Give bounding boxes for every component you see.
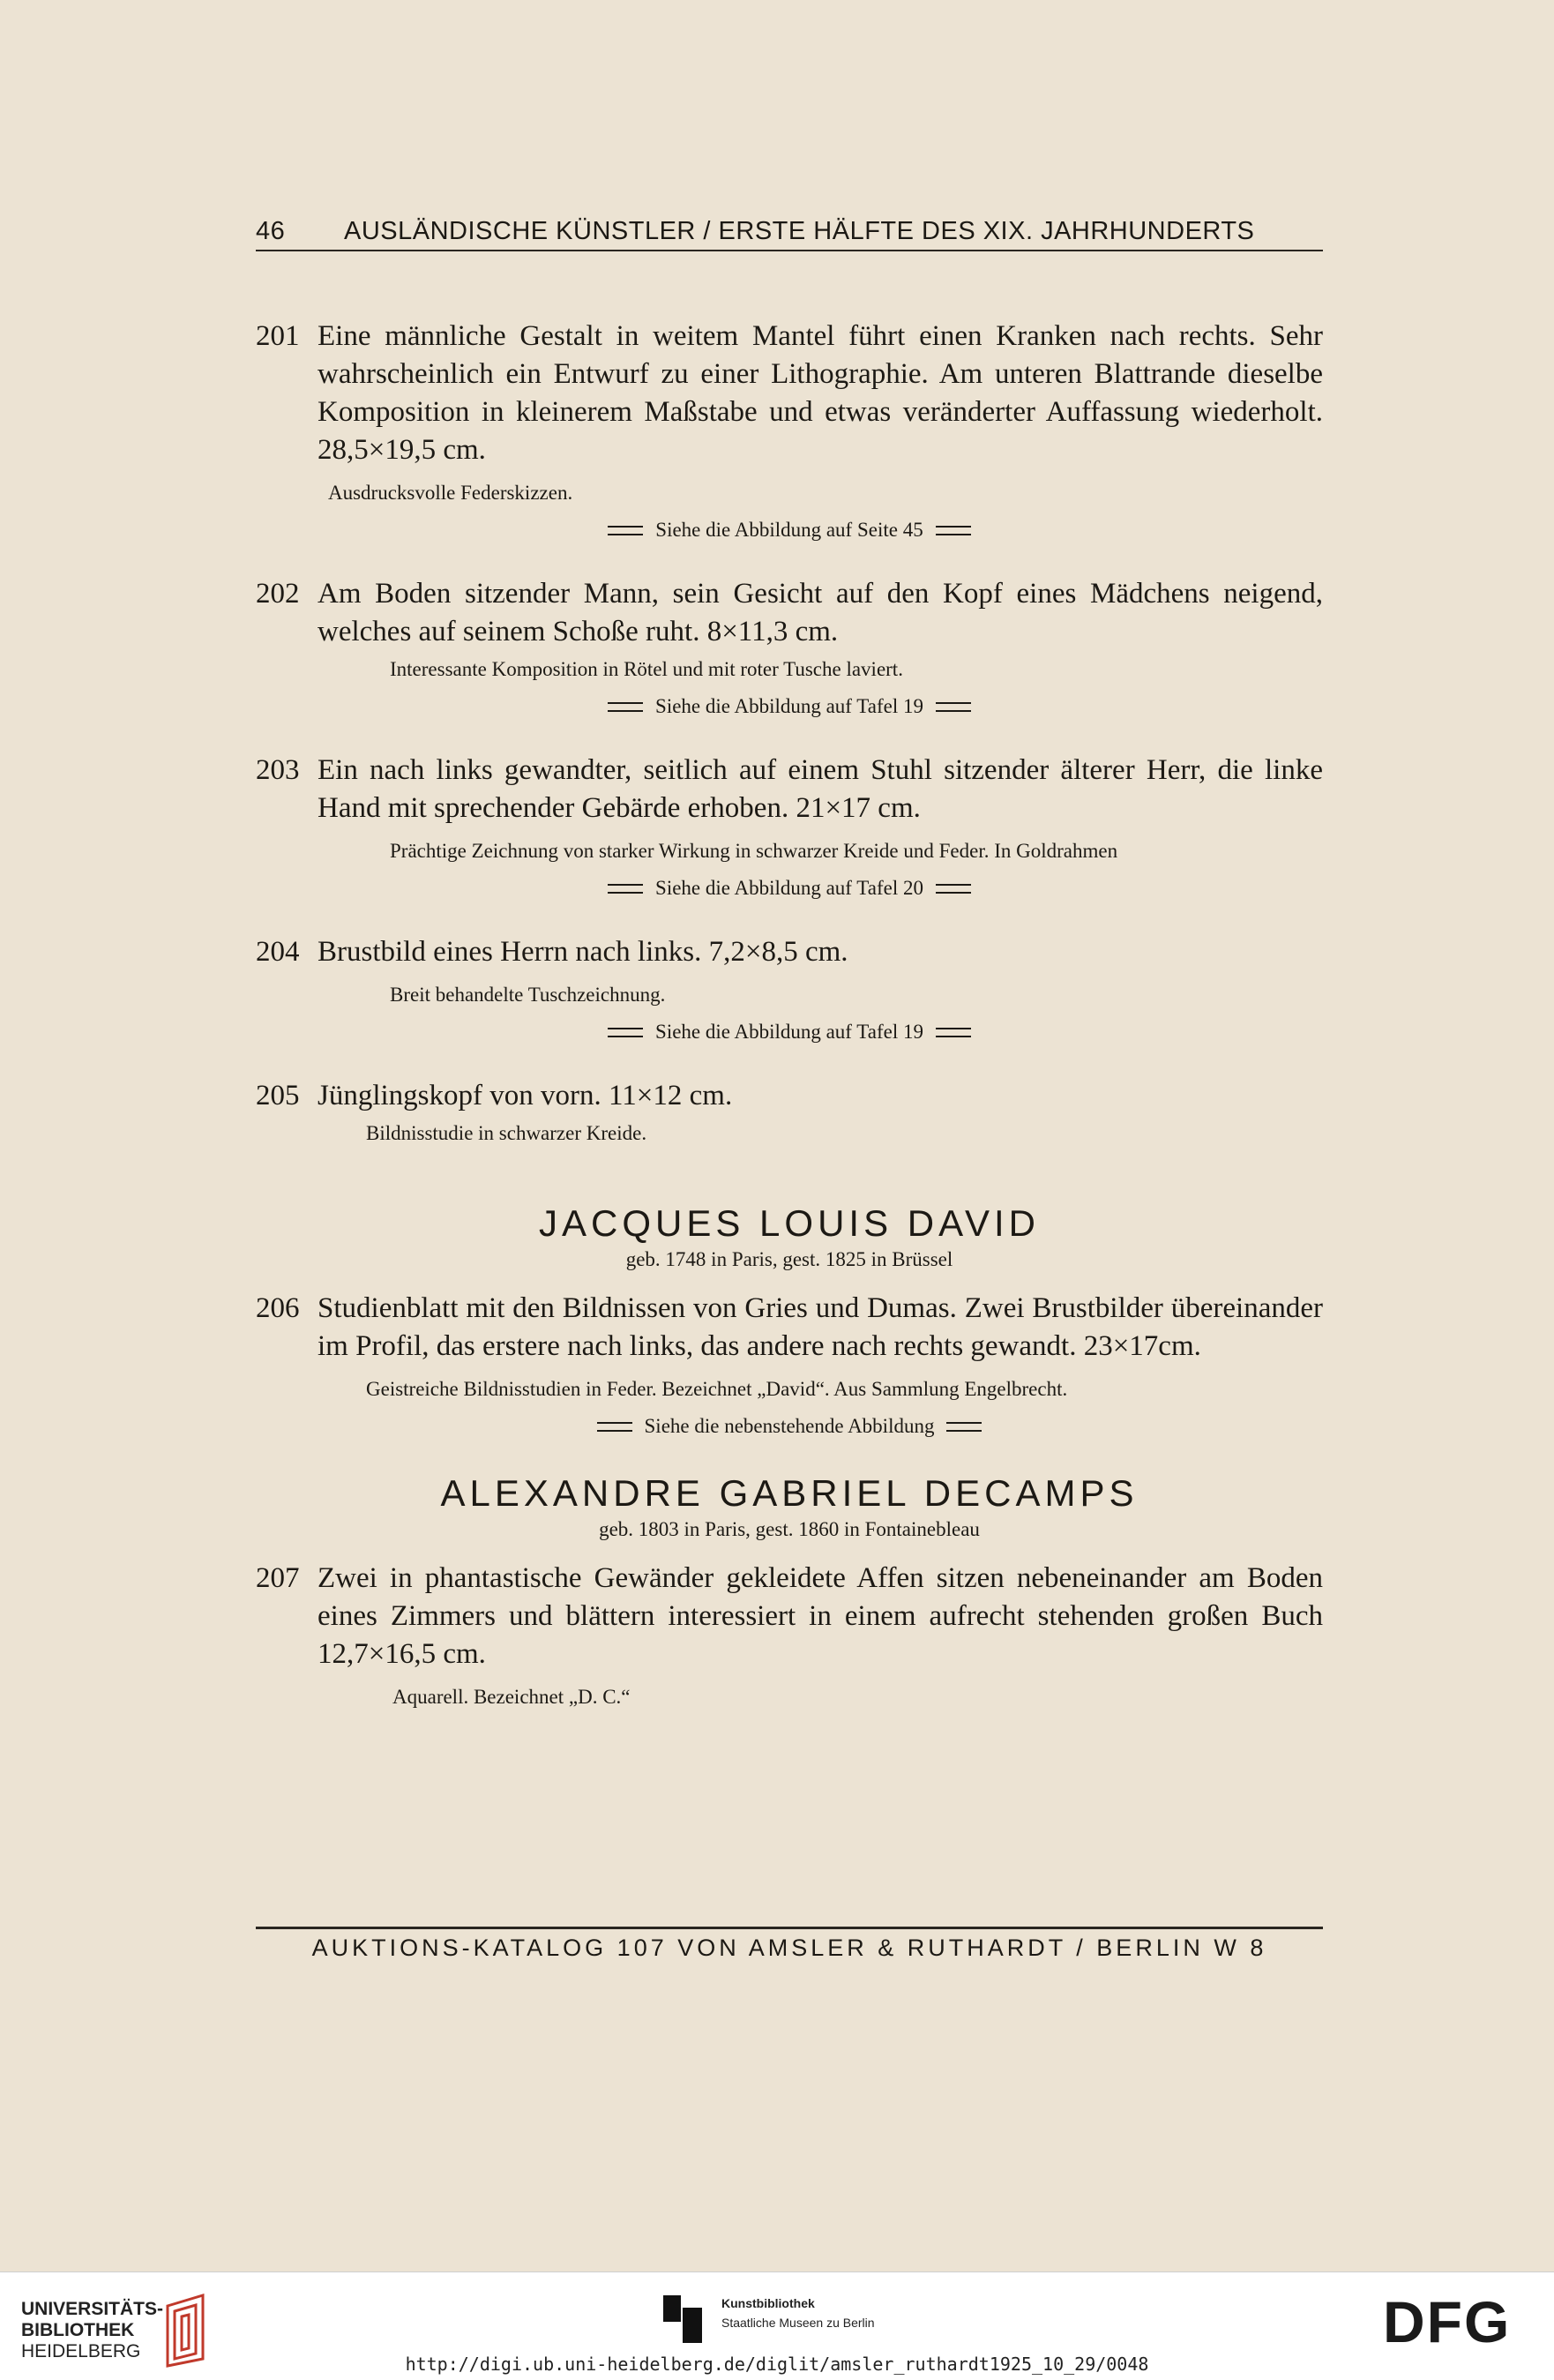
source-url[interactable]: http://digi.ub.uni-heidelberg.de/diglit/amsler_ruthardt1925_10_29/0048 xyxy=(405,2354,1149,2375)
catalog-entry-203 xyxy=(256,752,1323,903)
double-rule-icon xyxy=(608,702,643,712)
reference-text: Siehe die Abbildung auf Tafel 19 xyxy=(655,1021,923,1043)
entry-note: Breit behandelte Tuschzeichnung. xyxy=(390,984,666,1006)
illustration-reference xyxy=(256,873,1323,903)
entry-number: 202 xyxy=(256,578,300,610)
catalog-entry-202 xyxy=(256,575,1323,722)
double-rule-icon xyxy=(936,884,971,894)
dfg-logo: DFG xyxy=(1383,2289,1512,2354)
catalog-entry-207 xyxy=(256,1560,1323,1712)
running-title: AUSLÄNDISCHE KÜNSTLER / ERSTE HÄLFTE DES XIX. JAHRHUNDERTS xyxy=(344,217,1255,245)
double-rule-icon xyxy=(608,526,643,535)
kb-line-1: Kunstbibliothek xyxy=(721,2296,815,2310)
entry-note: Geistreiche Bildnisstudien in Feder. Bezeichnet „David“. Aus Sammlung Engelbrecht. xyxy=(366,1378,1068,1400)
entry-description: Brustbild eines Herrn nach links. 7,2×8,5 cm. xyxy=(318,936,848,968)
entry-note: Prächtige Zeichnung von starker Wirkung in schwarzer Kreide und Feder. In Goldrahmen xyxy=(390,840,1118,862)
entry-number: 207 xyxy=(256,1562,300,1594)
artist-heading-decamps xyxy=(256,1471,1323,1544)
kunstbibliothek-label xyxy=(721,2294,875,2332)
artist-life-dates: geb. 1803 in Paris, gest. 1860 in Fontainebleau xyxy=(599,1518,980,1540)
entry-number: 206 xyxy=(256,1292,300,1324)
catalog-entry-206 xyxy=(256,1290,1323,1441)
running-header xyxy=(256,217,1323,251)
artist-life-dates: geb. 1748 in Paris, gest. 1825 in Brüssel xyxy=(625,1248,953,1270)
entry-description: Studienblatt mit den Bildnissen von Gries und Dumas. Zwei Brustbilder übereinander im Profil, das erstere nach links, das andere nach rechts gewandt. 23×17cm. xyxy=(318,1292,1323,1362)
reference-text: Siehe die nebenstehende Abbildung xyxy=(644,1415,935,1437)
catalog-entry-201 xyxy=(256,318,1323,545)
kb-line-2: Staatliche Museen zu Berlin xyxy=(721,2316,875,2330)
entry-number: 203 xyxy=(256,754,300,786)
ub-line-2: BIBLIOTHEK xyxy=(21,2320,135,2340)
entry-description: Zwei in phantastische Gewänder gekleidete Affen sitzen nebeneinander am Boden eines Zimmers und blättern interessiert in einem aufrecht stehenden großen Buch 12,7×16,5 cm. xyxy=(318,1562,1323,1670)
double-rule-icon xyxy=(608,1028,643,1037)
illustration-reference xyxy=(256,515,1323,545)
reference-text: Siehe die Abbildung auf Tafel 19 xyxy=(655,695,923,717)
double-rule-icon xyxy=(936,1028,971,1037)
reference-text: Siehe die Abbildung auf Tafel 20 xyxy=(655,877,923,899)
entry-note: Bildnisstudie in schwarzer Kreide. xyxy=(366,1122,647,1144)
entry-description: Ein nach links gewandter, seitlich auf einem Stuhl sitzender älterer Herr, die linke Hand mit sprechender Gebärde erhoben. 21×17 cm. xyxy=(318,754,1323,824)
page-number: 46 xyxy=(256,217,286,245)
double-rule-icon xyxy=(936,526,971,535)
entry-note: Aquarell. Bezeichnet „D. C.“ xyxy=(392,1686,631,1708)
double-rule-icon xyxy=(608,884,643,894)
catalog-entry-204 xyxy=(256,933,1323,1047)
catalog-entry-205 xyxy=(256,1077,1323,1149)
illustration-reference xyxy=(256,1411,1323,1441)
ub-line-1: UNIVERSITÄTS- xyxy=(21,2299,164,2319)
ub-line-3: HEIDELBERG xyxy=(21,2341,141,2361)
illustration-reference xyxy=(256,692,1323,722)
illustration-reference xyxy=(256,1017,1323,1047)
double-rule-icon xyxy=(936,702,971,712)
entry-number: 204 xyxy=(256,936,300,968)
double-rule-icon xyxy=(946,1422,982,1432)
catalog-footer: AUKTIONS-KATALOG 107 VON AMSLER & RUTHARDT / BERLIN W 8 xyxy=(256,1927,1323,1962)
entry-note: Ausdrucksvolle Federskizzen. xyxy=(328,482,573,504)
entry-number: 205 xyxy=(256,1080,300,1111)
entry-number: 201 xyxy=(256,320,300,352)
entry-description: Eine männliche Gestalt in weitem Mantel führt einen Kranken nach rechts. Sehr wahrscheinlich ein Entwurf zu einer Lithographie. Am unteren Blattrande dieselbe Komposition in kleinerem Maßstabe und etwas veränderter Auffassung wiederholt. 28,5×19,5 cm. xyxy=(318,320,1323,466)
artist-name: ALEXANDRE GABRIEL DECAMPS xyxy=(440,1472,1139,1514)
kunstbibliothek-logo-icon xyxy=(660,2292,707,2348)
catalog-content xyxy=(256,318,1323,1712)
artist-heading-david xyxy=(256,1201,1323,1274)
entry-description: Am Boden sitzender Mann, sein Gesicht auf den Kopf eines Mädchens neigend, welches auf seinem Schoße ruht. 8×11,3 cm. xyxy=(318,578,1323,647)
double-rule-icon xyxy=(597,1422,632,1432)
artist-name: JACQUES LOUIS DAVID xyxy=(539,1202,1040,1244)
entry-description: Jünglingskopf von vorn. 11×12 cm. xyxy=(318,1080,733,1111)
reference-text: Siehe die Abbildung auf Seite 45 xyxy=(655,519,923,541)
entry-note: Interessante Komposition in Rötel und mit roter Tusche laviert. xyxy=(390,658,903,680)
